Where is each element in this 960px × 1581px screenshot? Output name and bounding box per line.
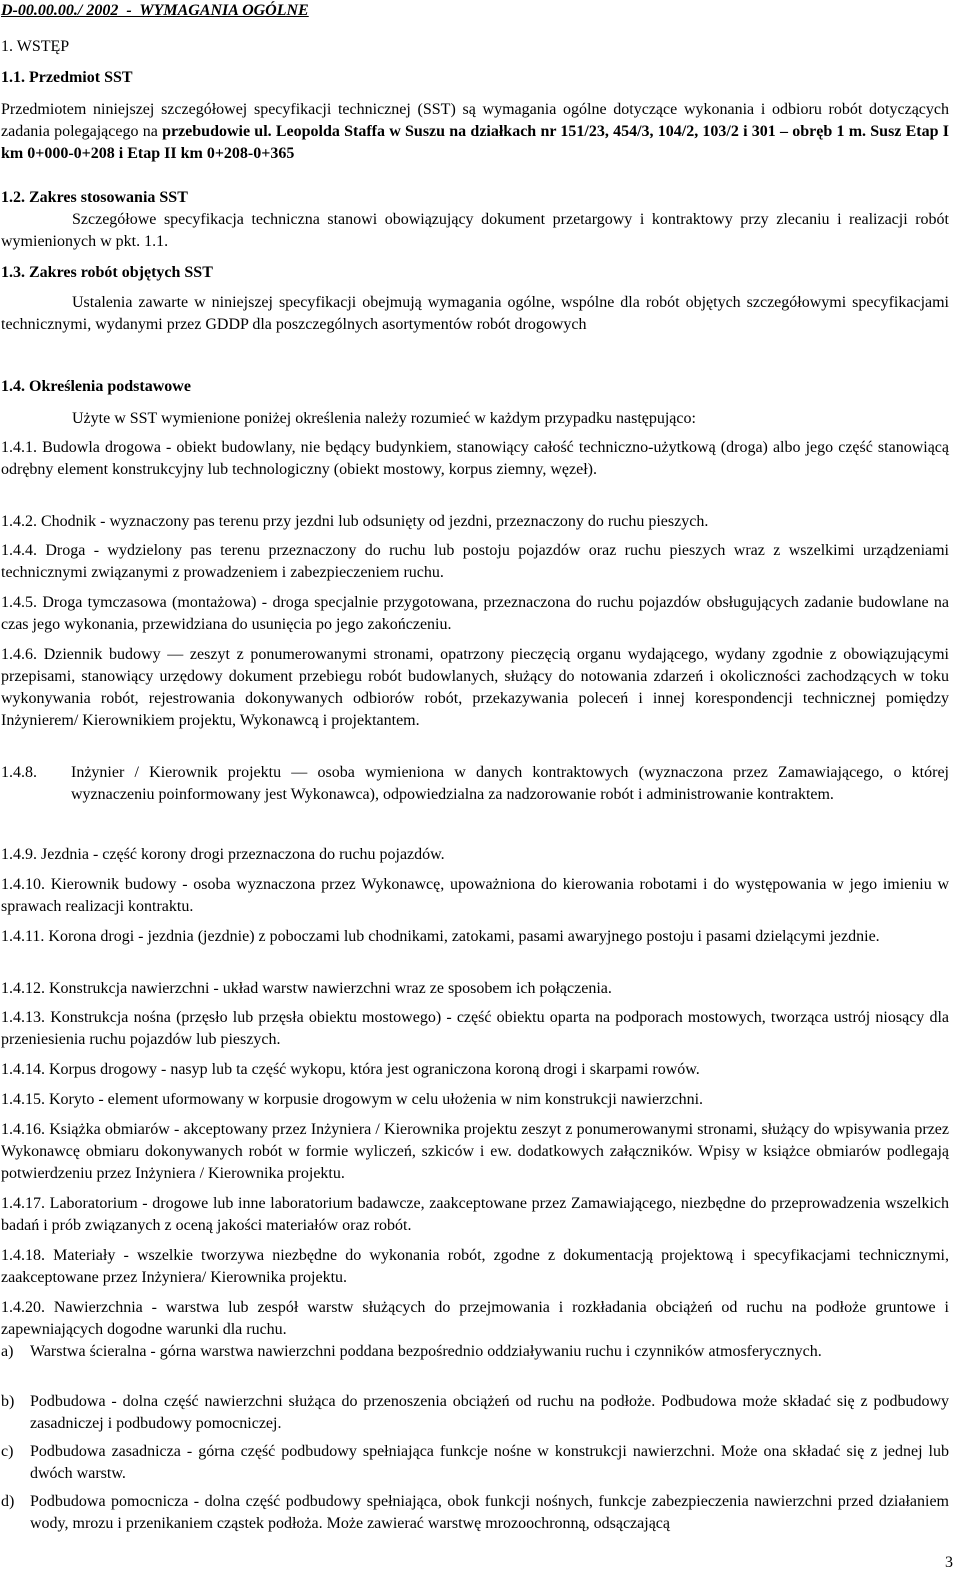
definition-text: Inżynier / Kierownik projektu — osoba wymieniona w danych kontraktowych (wyznaczona przez Zamawiającego, o której wyznaczeniu poinformowany jest Wykonawca), odpowiedzialna za nadzorowanie robót i administrowanie kontraktem.: [71, 764, 949, 803]
paragraph-1-2: Szczegółowe specyfikacja techniczna stanowi obowiązujący dokument przetargowy i kontraktowy przy zlecaniu i realizacji robót wymienionych w pkt. 1.1.: [1, 211, 949, 250]
definition-number: 1.4.18.: [1, 1247, 45, 1264]
list-item-a: [1, 1341, 949, 1363]
definition-text: Nawierzchnia - warstwa lub zespół warstw służących do przejmowania i rozkładania obciążeń od ruchu na podłoże gruntowe i zapewniających dogodne warunki dla ruchu.: [1, 1299, 949, 1338]
definition-number: 1.4.11.: [1, 928, 45, 945]
list-marker: a): [1, 1343, 14, 1360]
definition-number: 1.4.12.: [1, 980, 45, 997]
list-item-d: [1, 1491, 949, 1535]
definition-number: 1.4.16.: [1, 1121, 45, 1138]
paragraph-1-4-intro: Użyte w SST wymienione poniżej określenia należy rozumieć w każdym przypadku następująco:: [72, 410, 696, 427]
heading-1-3: 1.3. Zakres robót objętych SST: [1, 264, 213, 281]
definition-1-4-9: [1, 844, 949, 866]
list-marker: c): [1, 1443, 14, 1460]
page-header: D-00.00.00./ 2002 - WYMAGANIA OGÓLNE: [1, 2, 309, 19]
section-heading-1: 1. WSTĘP: [1, 38, 70, 55]
definition-text: Droga tymczasowa (montażowa) - droga specjalnie przygotowana, przeznaczona do ruchu pojazdów obsługujących zadanie budowlane na czas jego wykonania, przewidziana do usunięcia po jego zakończeniu.: [1, 594, 949, 633]
definition-number: 1.4.10.: [1, 876, 45, 893]
definition-text: Laboratorium - drogowe lub inne laboratorium badawcze, zaakceptowane przez Zamawiającego, niezbędne do przeprowadzenia wszelkich badań i prób związanych z oceną jakości materiałów oraz robót.: [1, 1195, 950, 1234]
definition-text: Chodnik - wyznaczony pas terenu przy jezdni lub odsunięty od jezdni, przeznaczony do ruchu pieszych.: [41, 513, 709, 530]
definition-1-4-17: [1, 1193, 949, 1237]
definition-number: 1.4.8.: [1, 764, 37, 781]
page-number: 3: [945, 1554, 953, 1571]
definition-number: 1.4.2.: [1, 513, 37, 530]
definition-1-4-8: [1, 762, 949, 806]
paragraph-1-1-plain: Przedmiotem niniejszej szczegółowej specyfikacji technicznej (SST) są wymagania ogólne dotyczące wykonania i odbioru robót dotyczących zadania polegającego na: [1, 101, 949, 140]
list-item-text: Podbudowa - dolna część nawierzchni służąca do przenoszenia obciążeń od ruchu na podłoże. Podbudowa może składać się z podbudowy zasadniczej i podbudowy pomocniczej.: [30, 1393, 949, 1432]
definition-number: 1.4.14.: [1, 1061, 45, 1078]
definition-1-4-5: [1, 592, 949, 636]
definition-1-4-2: [1, 511, 949, 533]
definition-number: 1.4.15.: [1, 1091, 45, 1108]
definition-text: Korpus drogowy - nasyp lub ta część wykopu, która jest ograniczona koroną drogi i skarpami rowów.: [49, 1061, 700, 1078]
list-marker: b): [1, 1393, 15, 1410]
definition-text: Koryto - element uformowany w korpusie drogowym w celu ułożenia w nim konstrukcji nawierzchni.: [49, 1091, 704, 1108]
definition-number: 1.4.9.: [1, 846, 37, 863]
list-marker: d): [1, 1493, 15, 1510]
definition-text: Konstrukcja nawierzchni - układ warstw nawierzchni wraz ze sposobem ich połączenia.: [49, 980, 612, 997]
definition-1-4-12: [1, 978, 949, 1000]
definition-1-4-4: [1, 540, 949, 584]
definition-number: 1.4.4.: [1, 542, 37, 559]
definition-1-4-6: [1, 644, 949, 732]
paragraph-1-1-bold: przebudowie ul. Leopolda Staffa w Suszu na działkach nr 151/23, 454/3, 104/2, 103/2 i 301 – obręb 1 m. Susz Etap I km 0+000-0+208 i Etap II km 0+208-0+365: [1, 123, 949, 162]
list-item-text: Warstwa ścieralna - górna warstwa nawierzchni poddana bezpośrednio oddziaływaniu ruchu i czynników atmosferycznych.: [30, 1343, 822, 1360]
definition-1-4-16: [1, 1119, 949, 1185]
definition-number: 1.4.13.: [1, 1009, 45, 1026]
definition-1-4-11: [1, 926, 949, 948]
definition-number: 1.4.17.: [1, 1195, 45, 1212]
paragraph-1-3: Ustalenia zawarte w niniejszej specyfikacji obejmują wymagania ogólne, wspólne dla robót objętych szczegółowymi specyfikacjami technicznymi, wydanymi przez GDDP dla poszczególnych asortymentów robót drogowych: [1, 294, 949, 333]
list-item-b: [1, 1391, 949, 1435]
definition-number: 1.4.6.: [1, 646, 37, 663]
definition-text: Kierownik budowy - osoba wyznaczona przez Wykonawcę, upoważniona do kierowania robotami i do występowania w jego imieniu w sprawach realizacji kontraktu.: [1, 876, 950, 915]
definition-1-4-20: [1, 1297, 949, 1341]
heading-1-2: 1.2. Zakres stosowania SST: [1, 189, 188, 206]
definition-number: 1.4.20.: [1, 1299, 45, 1316]
list-item-text: Podbudowa zasadnicza - górna część podbudowy spełniająca funkcje nośne w konstrukcji nawierzchni. Może ona składać się z jednej lub dwóch warstw.: [30, 1443, 949, 1482]
definition-1-4-10: [1, 874, 949, 918]
heading-1-1: 1.1. Przedmiot SST: [1, 69, 133, 86]
definition-text: Jezdnia - część korony drogi przeznaczona do ruchu pojazdów.: [41, 846, 445, 863]
definition-text: Dziennik budowy — zeszyt z ponumerowanymi stronami, opatrzony pieczęcią organu wydającego, wydany zgodnie z obowiązującymi przepisami, stanowiący urzędowy dokument przebiegu robót budowlanych, służący do notowania zdarzeń i okoliczności zachodzących w toku wykonywania robót, rejestrowania dokonywanych odbiorów robót, przekazywania poleceń i innej korespondencji technicznej pomiędzy Inżynierem/ Kierownikiem projektu, Wykonawcą i projektantem.: [1, 646, 950, 729]
definition-text: Konstrukcja nośna (przęsło lub przęsła obiektu mostowego) - część obiektu oparta na podporach mostowych, tworząca ustrój niosący dla przeniesienia ruchu pojazdów lub pieszych.: [1, 1009, 950, 1048]
definition-1-4-1: [1, 437, 949, 481]
definition-1-4-14: [1, 1059, 949, 1081]
paragraph-1-1: [1, 99, 949, 165]
definition-1-4-13: [1, 1007, 949, 1051]
definition-text: Materiały - wszelkie tworzywa niezbędne do wykonania robót, zgodne z dokumentacją projektową i specyfikacjami technicznymi, zaakceptowane przez Inżyniera/ Kierownika projektu.: [1, 1247, 949, 1286]
list-item-c: [1, 1441, 949, 1485]
definition-1-4-18: [1, 1245, 949, 1289]
definition-text: Książka obmiarów - akceptowany przez Inżyniera / Kierownika projektu zeszyt z ponumerowanymi stronami, służący do wpisywania przez Wykonawcę obmiaru dokonywanych robót w formie wyliczeń, szkiców i ew. dodatkowych załączników. Wpisy w książce obmiarów podlegają potwierdzeniu przez Inżyniera / Kierownika projektu.: [1, 1121, 950, 1182]
definition-text: Droga - wydzielony pas terenu przeznaczony do ruchu lub postoju pojazdów oraz ruchu pieszych wraz z wszelkimi urządzeniami technicznymi związanymi z prowadzeniem i zabezpieczeniem ruchu.: [1, 542, 950, 581]
definition-number: 1.4.1.: [1, 439, 37, 456]
definition-number: 1.4.5.: [1, 594, 37, 611]
list-item-text: Podbudowa pomocnicza - dolna część podbudowy spełniająca, obok funkcji nośnych, funkcje zabezpieczenia nawierzchni przed działaniem wody, mrozu i przenikaniem cząstek podłoża. Może zawierać warstwę mrozoochronną, odsączającą: [30, 1493, 949, 1532]
definition-1-4-15: [1, 1089, 949, 1111]
definition-text: Budowla drogowa - obiekt budowlany, nie będący budynkiem, stanowiący całość techniczno-użytkową (droga) albo jego część stanowiącą odrębny element konstrukcyjny lub technologiczny (obiekt mostowy, korpus ziemny, węzeł).: [1, 439, 950, 478]
definition-text: Korona drogi - jezdnia (jezdnie) z poboczami lub chodnikami, zatokami, pasami awaryjnego postoju i pasami dzielącymi jezdnie.: [48, 928, 880, 945]
heading-1-4: 1.4. Określenia podstawowe: [1, 378, 191, 395]
